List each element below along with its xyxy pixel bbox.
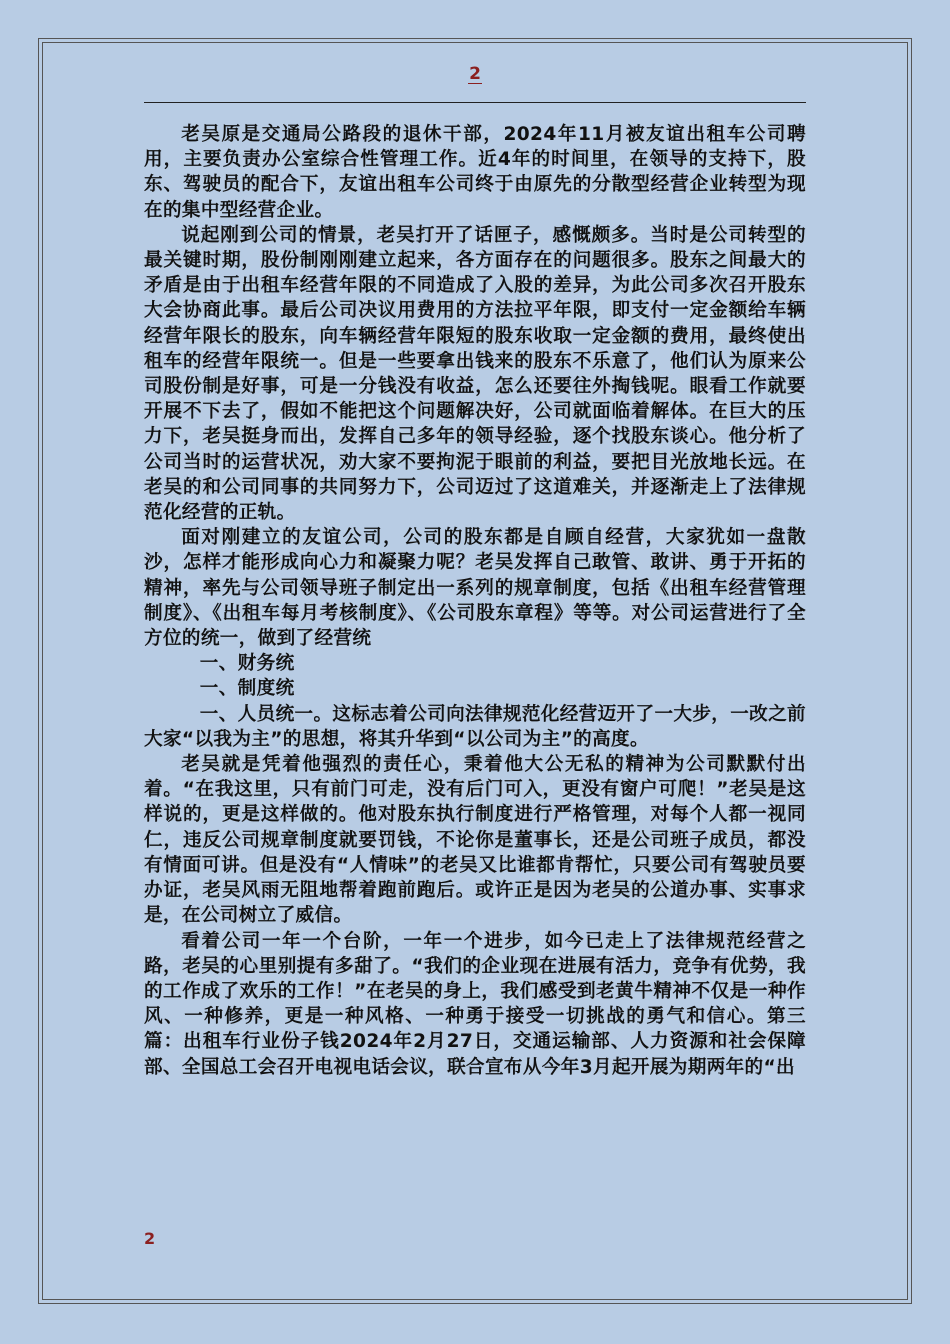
header-divider xyxy=(144,102,806,103)
paragraph-5: 看着公司一年一个台阶，一年一个进步，如今已走上了法律规范经营之路，老吴的心里别提有多甜了。“我们的企业现在进展有活力，竞争有优势，我的工作成了欢乐的工作！”在老吴的身上，我们感受到老黄牛精神不仅是一种作风、一种修养，更是一种风格、一种勇于接受一切挑战的勇气和信心。第三篇：出租车行业份子钱2024年2月27日，交通运输部、人力资源和社会保障部、全国总工会召开电视电话会议，联合宣布从今年3月起开展为期两年的“出 xyxy=(144,930,806,1078)
header-page-number xyxy=(0,64,950,84)
paragraph-1: 老吴原是交通局公路段的退休干部，2024年11月被友谊出租车公司聘用，主要负责办公室综合性管理工作。近4年的时间里，在领导的支持下，股东、驾驶员的配合下，友谊出租车公司终于由原先的分散型经营企业转型为现在的集中型经营企业。 xyxy=(144,124,806,221)
footer-page-number: 2 xyxy=(144,1229,156,1248)
paragraph-2: 说起刚到公司的情景，老吴打开了话匣子，感慨颇多。当时是公司转型的最关键时期，股份制刚刚建立起来，各方面存在的问题很多。股东之间最大的矛盾是由于出租车经营年限的不同造成了入股的差异，为此公司多次召开股东大会协商此事。最后公司决议用费用的方法拉平年限，即支付一定金额给车辆经营年限长的股东，向车辆经营年限短的股东收取一定金额的费用，最终使出租车的经营年限统一。但是一些要拿出钱来的股东不乐意了，他们认为原来公司股份制是好事，可是一分钱没有收益，怎么还要往外掏钱呢。眼看工作就要开展不下去了，假如不能把这个问题解决好，公司就面临着解体。在巨大的压力下，老吴挺身而出，发挥自己多年的领导经验，逐个找股东谈心。他分析了公司当时的运营状况，劝大家不要拘泥于眼前的利益，要把目光放地长远。在老吴的和公司同事的共同努力下，公司迈过了这道难关，并逐渐走上了法律规范化经营的正轨。 xyxy=(144,224,806,524)
paragraph-4: 老吴就是凭着他强烈的责任心，秉着他大公无私的精神为公司默默付出着。“在我这里，只有前门可走，没有后门可入，更没有窗户可爬！”老吴是这样说的，更是这样做的。他对股东执行制度进行严格管理，对每个人都一视同仁，违反公司规章制度就要罚钱，不论你是董事长，还是公司班子成员，都没有情面可讲。但是没有“人情味”的老吴又比谁都肯帮忙，只要公司有驾驶员要办证，老吴风雨无阻地帮着跑前跑后。或许正是因为老吴的公道办事、实事求是，在公司树立了威信。 xyxy=(144,754,806,927)
list-item-system: 一、制度统 xyxy=(199,678,295,700)
list-item-finance: 一、财务统 xyxy=(199,653,295,675)
document-body xyxy=(144,122,806,1080)
paragraph-3: 面对刚建立的友谊公司，公司的股东都是自顾自经营，大家犹如一盘散沙，怎样才能形成向心力和凝聚力呢？老吴发挥自己敢管、敢讲、勇于开拓的精神，率先与公司领导班子制定出一系列的规章制度，包括《出租车经营管理制度》、《出租车每月考核制度》、《公司股东章程》等等。对公司运营进行了全方位的统一，做到了经营统 xyxy=(144,527,806,650)
list-item-personnel: 一、人员统一。这标志着公司向法律规范化经营迈开了一大步，一改之前大家“以我为主”的思想，将其升华到“以公司为主”的高度。 xyxy=(144,703,806,750)
header-page-number-text: 2 xyxy=(469,64,481,84)
